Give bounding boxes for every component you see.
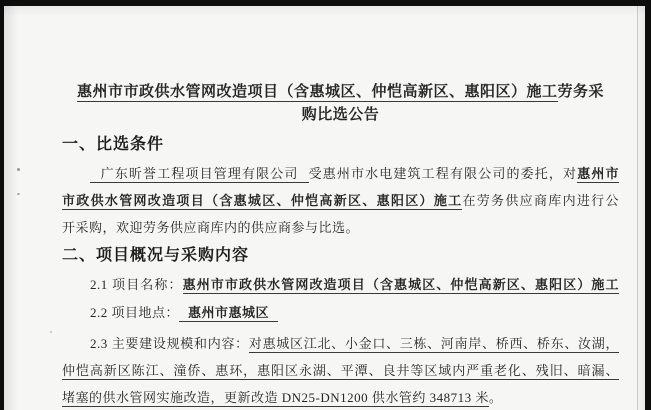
item-2-1-label: 2.1 项目名称： [90,277,183,292]
item-2-3-label: 2.3 主要建设规模和内容： [90,336,249,351]
item-2-2-label: 2.2 项目地点： [90,305,180,320]
document-content [62,6,619,410]
document-title-line-2 [62,104,619,126]
scan-speck [17,168,20,171]
title-project-name: 惠州市市政供水管网改造项目（含惠城区、仲恺高新区、惠阳区）施工 [76,84,558,100]
item-2-2-value: 惠州市惠城区 [179,305,278,322]
document-title-line-1 [62,81,619,103]
title-rest: 劳务采 [557,84,605,100]
first-line-indent [62,288,90,289]
item-2-3-scope-line-3 [62,387,619,408]
item-2-1-project-name [62,274,619,295]
item-2-3-value-part-1: 对惠城区江北、小金口、三栋、河南岸、桥西、桥东、汝湖， [248,336,619,351]
first-line-indent [62,177,90,178]
first-line-indent [62,316,90,317]
paragraph-text: 受惠州市水电建筑工程有限公司的委托，对 [308,166,578,181]
item-2-1-value: 惠州市市政供水管网改造项目（含惠城区、仲恺高新区、惠阳区）施工 [182,277,619,292]
document-page [4,6,645,410]
page-edge-line [637,6,638,410]
first-line-indent [62,347,90,348]
item-2-2-project-location [62,302,619,323]
paragraph-text: 在劳务供应商库内进行公 [462,193,619,208]
item-2-3-value-part-3: 堵塞的供水管网实施改造，更新改造 DN25-DN1200 供水管约 348713 米 [62,390,489,405]
agency-company-name: 广东昕誉工程项目管理有限公司 [90,166,309,183]
scan-speck [17,193,20,195]
sentence-period: 。 [488,390,503,405]
paragraph-line-3: 开采购，欢迎劳务供应商库内的供应商参与比选。 [62,220,360,235]
item-2-3-scope-line-2 [62,360,619,381]
title-line2-text: 购比选公告 [301,107,380,123]
section-1-heading: 一、比选条件 [62,136,165,153]
scan-speck [50,331,52,333]
item-2-3-value-part-2: 仲恺高新区陈江、潼侨、惠环，惠阳区永湖、平潭、良井等区域内严重老化、残旧、暗漏、 [62,363,619,378]
paragraph-line-2 [62,190,619,211]
project-name-start: 惠州市 [577,166,619,181]
section-2-heading: 二、项目概况与采购内容 [62,247,250,264]
project-name-rest: 市政供水管网改造项目（含惠城区、仲恺高新区、惠阳区）施工 [62,193,463,208]
paragraph-line-1 [62,163,619,184]
item-2-3-scope-line-1 [62,333,619,354]
